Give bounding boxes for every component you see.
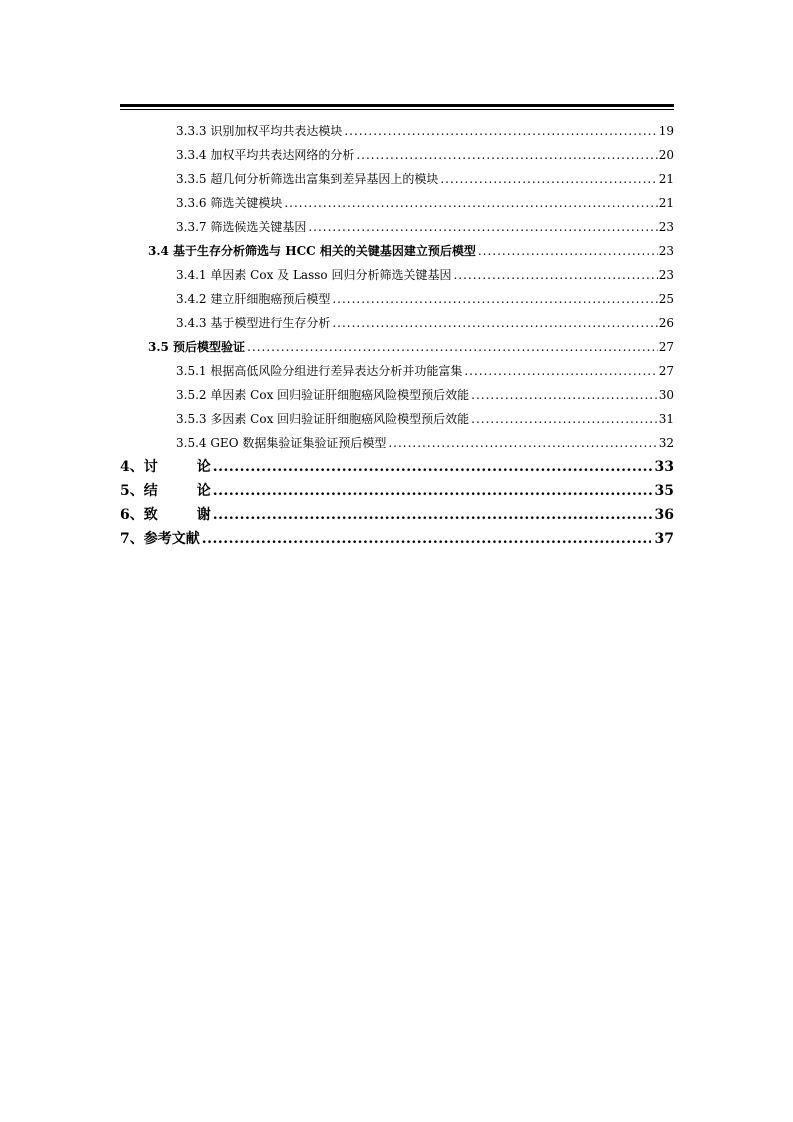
- toc-entry[interactable]: [176, 362, 674, 382]
- header-rule: [120, 104, 674, 110]
- toc-dot-leader: [332, 292, 657, 306]
- toc-entry-page: 26: [658, 316, 674, 330]
- toc-entry[interactable]: [176, 266, 674, 286]
- toc-section-entry[interactable]: [148, 338, 674, 358]
- toc-dot-leader: [332, 316, 657, 330]
- toc-entry-label: 3.4 基于生存分析筛选与 HCC 相关的关键基因建立预后模型: [148, 244, 476, 258]
- toc-entry-label: 6、致 谢: [120, 507, 211, 523]
- toc-entry[interactable]: [176, 434, 674, 454]
- toc-entry-label: 3.3.6 筛选关键模块: [176, 196, 283, 210]
- toc-entry-label: 3.5.4 GEO 数据集验证集验证预后模型: [176, 436, 387, 450]
- toc-entry-label: 3.3.3 识别加权平均共表达模块: [176, 124, 343, 138]
- toc-dot-leader: [464, 364, 657, 378]
- toc-entry-page: 36: [654, 507, 674, 523]
- toc-entry-page: 23: [658, 244, 674, 258]
- toc-entry-page: 30: [658, 388, 674, 402]
- toc-entry-label: 5、结 论: [120, 483, 211, 499]
- toc-chapter-entry[interactable]: [120, 480, 674, 500]
- toc-entry-page: 33: [654, 459, 674, 475]
- toc-entry[interactable]: [176, 146, 674, 166]
- toc-entry[interactable]: [176, 122, 674, 142]
- toc-dot-leader: [284, 196, 657, 210]
- toc-entry-page: 32: [658, 436, 674, 450]
- toc-dot-leader: [344, 124, 657, 138]
- toc-entry-page: 19: [658, 124, 674, 138]
- toc-entry-label: 3.4.1 单因素 Cox 及 Lasso 回归分析筛选关键基因: [176, 268, 452, 282]
- toc-entry-label: 3.5.1 根据高低风险分组进行差异表达分析并功能富集: [176, 364, 463, 378]
- toc-entry-label: 4、讨 论: [120, 459, 211, 475]
- toc-dot-leader: [440, 172, 657, 186]
- toc-dot-leader: [202, 531, 651, 547]
- toc-dot-leader: [453, 268, 657, 282]
- toc-entry[interactable]: [176, 386, 674, 406]
- toc-entry-label: 7、参考文献: [120, 531, 200, 547]
- toc-entry-page: 35: [654, 483, 674, 499]
- toc-entry-page: 20: [658, 148, 674, 162]
- toc-entry-page: 31: [658, 412, 674, 426]
- toc-entry-label: 3.3.5 超几何分析筛选出富集到差异基因上的模块: [176, 172, 439, 186]
- toc-entry-page: 21: [658, 172, 674, 186]
- toc-entry[interactable]: [176, 194, 674, 214]
- toc-section-entry[interactable]: [148, 242, 674, 262]
- toc-entry[interactable]: [176, 170, 674, 190]
- toc-entry-label: 3.5.2 单因素 Cox 回归验证肝细胞癌风险模型预后效能: [176, 388, 470, 402]
- toc-entry[interactable]: [176, 314, 674, 334]
- toc-dot-leader: [356, 148, 657, 162]
- toc-entry[interactable]: [176, 290, 674, 310]
- toc-dot-leader: [247, 340, 658, 354]
- toc-entry-page: 21: [658, 196, 674, 210]
- toc-chapter-entry[interactable]: [120, 528, 674, 548]
- toc-entry[interactable]: [176, 410, 674, 430]
- toc-chapter-entry[interactable]: [120, 504, 674, 524]
- toc-entry-page: 25: [658, 292, 674, 306]
- toc-dot-leader: [471, 412, 658, 426]
- toc-entry-page: 27: [658, 340, 674, 354]
- toc-entry-page: 23: [658, 268, 674, 282]
- toc-entry-label: 3.5 预后模型验证: [148, 340, 246, 354]
- toc-dot-leader: [308, 220, 657, 234]
- toc-entry-page: 23: [658, 220, 674, 234]
- toc-entry-label: 3.3.7 筛选候选关键基因: [176, 220, 307, 234]
- toc-dot-leader: [388, 436, 657, 450]
- toc-entry-label: 3.5.3 多因素 Cox 回归验证肝细胞癌风险模型预后效能: [176, 412, 470, 426]
- toc-entry-page: 27: [658, 364, 674, 378]
- toc-entry[interactable]: [176, 218, 674, 238]
- toc-dot-leader: [471, 388, 658, 402]
- toc-dot-leader: [478, 244, 658, 258]
- toc-dot-leader: [213, 507, 654, 523]
- toc-dot-leader: [213, 483, 654, 499]
- toc-dot-leader: [213, 459, 654, 475]
- toc-entry-label: 3.4.3 基于模型进行生存分析: [176, 316, 331, 330]
- toc-chapter-entry[interactable]: [120, 456, 674, 476]
- toc-entry-label: 3.4.2 建立肝细胞癌预后模型: [176, 292, 331, 306]
- toc-entry-label: 3.3.4 加权平均共表达网络的分析: [176, 148, 355, 162]
- toc-entry-page: 37: [654, 531, 674, 547]
